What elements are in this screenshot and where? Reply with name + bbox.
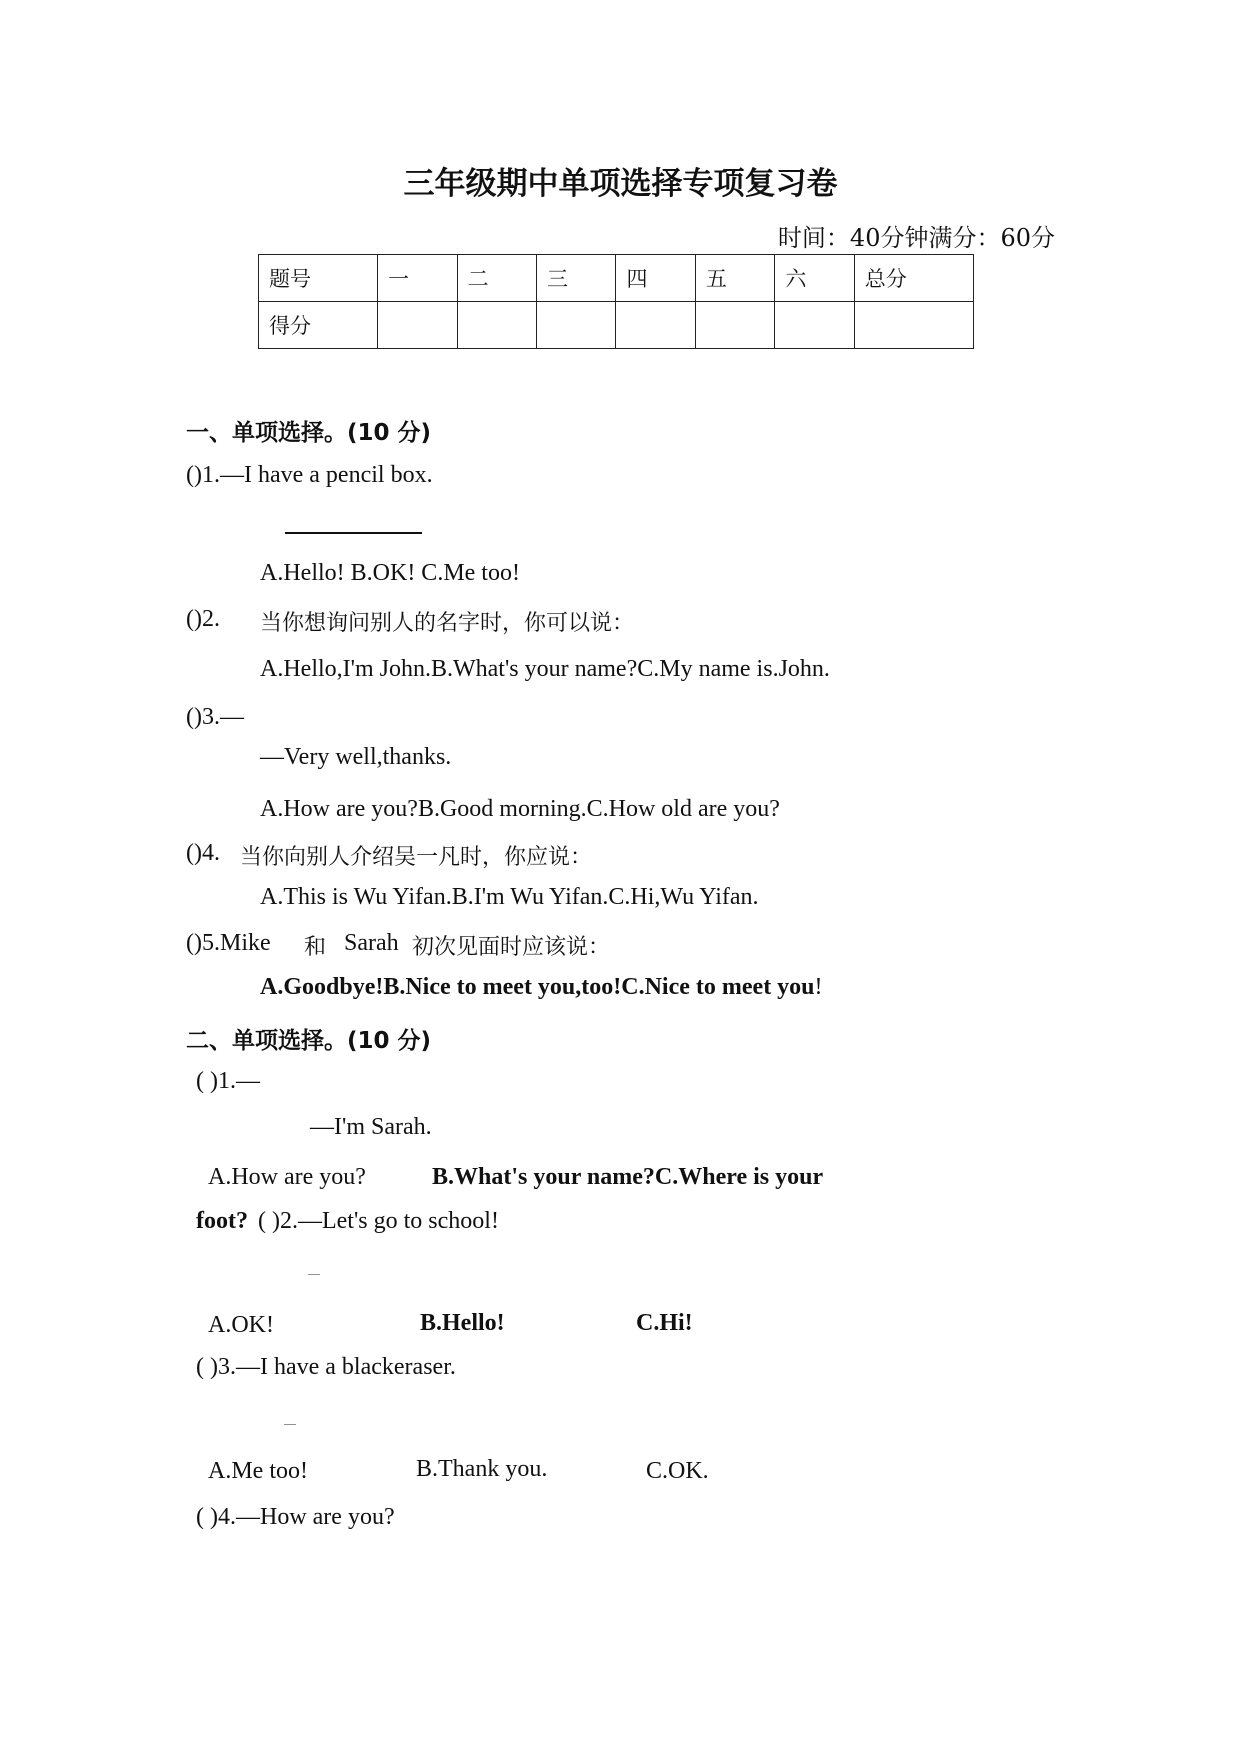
s1-q1-answer-blank[interactable]	[285, 532, 422, 534]
s1-q5-number: ()5.Mike	[186, 930, 271, 956]
s1-q4-stem: 当你向别人介绍吴一凡时，你应说：	[240, 845, 593, 870]
s1-q3-options: A.How are you?B.Good morning.C.How old are you?	[260, 796, 780, 822]
s1-q2-stem: 当你想询问别人的名字时，你可以说：	[260, 611, 635, 636]
s1-q2-number: ()2.	[186, 606, 220, 632]
s1-q3-stem: ()3.—	[186, 704, 244, 730]
s2-q2-option-c: C.Hi!	[636, 1310, 693, 1336]
s2-q2-dash: —	[308, 1266, 320, 1280]
s2-q3-option-c: C.OK.	[646, 1458, 709, 1484]
s2-q1-option-a: A.How are you?	[208, 1164, 366, 1190]
s1-q4-number: ()4.	[186, 840, 220, 866]
score-blank-cell[interactable]	[695, 302, 774, 349]
score-cell: 三	[537, 255, 616, 302]
s1-q1-stem: ()1.—I have a pencil box.	[186, 462, 433, 488]
s2-q3-option-a: A.Me too!	[208, 1458, 308, 1484]
score-blank-cell[interactable]	[616, 302, 695, 349]
s1-q5-name: Sarah	[344, 930, 399, 956]
s2-q2-option-b: B.Hello!	[420, 1310, 505, 1336]
s2-q2-prefix: foot?	[196, 1208, 248, 1234]
s1-q5-options-tail: !	[814, 974, 823, 1000]
section2-heading: 二、单项选择。(10 分)	[186, 1028, 432, 1054]
s2-q1-reply: —I'm Sarah.	[310, 1114, 432, 1140]
s2-q3-option-b: B.Thank you.	[416, 1456, 548, 1482]
score-cell: 五	[695, 255, 774, 302]
s1-q5-options	[260, 974, 823, 1001]
s2-q1-stem: ( )1.—	[196, 1068, 260, 1094]
s1-q5-options-bold: A.Goodbye!B.Nice to meet you,too!C.Nice to meet you	[260, 974, 815, 1000]
s1-q5-stem: 初次见面时应该说：	[412, 935, 611, 960]
score-cell: 二	[457, 255, 536, 302]
score-cell: 得分	[259, 302, 378, 349]
page-title: 三年级期中单项选择专项复习卷	[403, 166, 838, 202]
s2-q1-option-bc: B.What's your name?C.Where is your	[432, 1164, 824, 1190]
s2-q3-dash: —	[284, 1416, 296, 1430]
score-table-header-row	[259, 255, 974, 302]
score-cell: 六	[775, 255, 854, 302]
s1-q1-options: A.Hello! B.OK! C.Me too!	[260, 560, 520, 586]
score-cell: 四	[616, 255, 695, 302]
score-table-score-row	[259, 302, 974, 349]
score-blank-cell[interactable]	[854, 302, 973, 349]
s2-q3-stem: ( )3.—I have a blackeraser.	[196, 1354, 456, 1380]
score-blank-cell[interactable]	[537, 302, 616, 349]
s1-q5-he: 和	[304, 935, 327, 960]
score-cell: 一	[378, 255, 457, 302]
score-blank-cell[interactable]	[457, 302, 536, 349]
score-cell: 总分	[854, 255, 973, 302]
score-blank-cell[interactable]	[378, 302, 457, 349]
s1-q4-options: A.This is Wu Yifan.B.I'm Wu Yifan.C.Hi,Wu Yifan.	[260, 884, 759, 910]
exam-meta: 时间：40分钟满分：60分	[777, 224, 1055, 252]
section1-heading: 一、单项选择。(10 分)	[186, 420, 432, 446]
s1-q3-reply: —Very well,thanks.	[260, 744, 452, 770]
s2-q2-option-a: A.OK!	[208, 1312, 274, 1338]
score-cell: 题号	[259, 255, 378, 302]
score-table	[258, 254, 974, 349]
s1-q2-options: A.Hello,I'm John.B.What's your name?C.My name is.John.	[260, 656, 830, 682]
s2-q2-stem: ( )2.—Let's go to school!	[258, 1208, 499, 1234]
score-blank-cell[interactable]	[775, 302, 854, 349]
s2-q4-stem: ( )4.—How are you?	[196, 1504, 395, 1530]
